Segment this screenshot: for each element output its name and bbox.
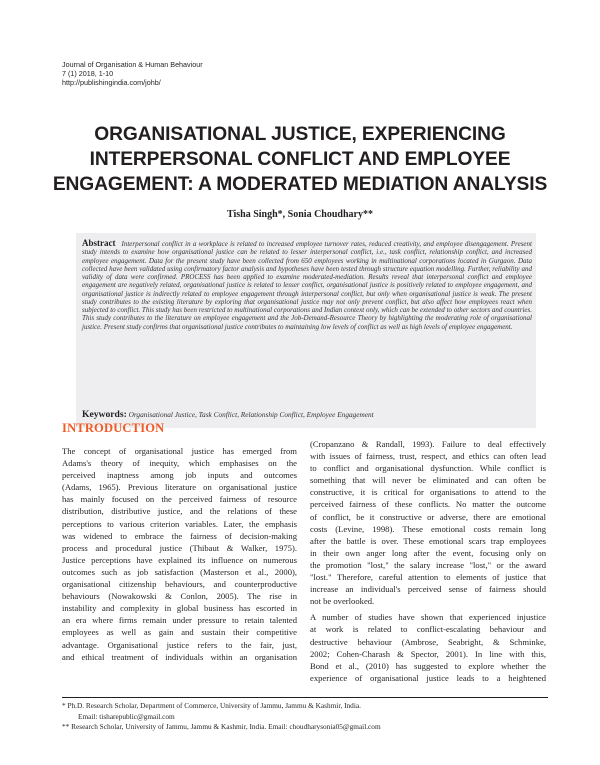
text-line: and ethical treatment of individuals within an organisation: [62, 651, 297, 662]
text-line: process and procedural justice (Thibaut & Walker, 1975).: [62, 542, 297, 553]
text-line: perceived fairness of these conflicts. No matter the outcome: [310, 499, 546, 510]
journal-name: Journal of Organisation & Human Behaviour: [62, 60, 203, 69]
journal-issue: 7 (1) 2018, 1-10: [62, 69, 114, 79]
text-line: to conflict and organisational dysfunction. While conflict is: [310, 463, 546, 474]
text-line: costs (Levine, 1998). These emotional costs remain long: [310, 523, 546, 534]
footnotes: [62, 701, 381, 733]
text-line: 2002; Cohen-Charash & Spector, 2001). In line with this,: [310, 648, 546, 659]
text-line: Bond et al., (2010) has suggested to explore whether the: [310, 660, 546, 671]
text-line: at work is related to conflict-escalating behaviour and: [310, 624, 546, 635]
journal-header: [62, 60, 203, 88]
text-line: was widened to embrace the fairness of decision-making: [62, 530, 297, 541]
text-line: "lost." Therefore, careful attention to elements of justice that: [310, 572, 546, 583]
text-line: Adams's theory of inequity, which emphasises on the: [62, 458, 297, 469]
text-line: employees as well as gain and sustain their competitive: [62, 627, 297, 638]
text-line: constructive, it is critical for organisations to attend to the: [310, 487, 546, 498]
text-line: experience of organisational justice leads to a heightened: [310, 672, 546, 683]
abstract-body: Interpersonal conflict in a workplace is related to increased employee turnover rates, reduced creativity, and employee disengagement. Present study intends to examine how organisational justice can be related to lesser interpersonal conflict, i.e., task conflict, relationship conflict, and increased employee engagement. Data for the present study have been collected from 650 employees working in multinational corporations located in Gurgaon. Data collected have been validated using confirmatory factor analysis and hypotheses have been tested through structure equation modelling. Further, reliability and validity of data were confirmed. PROCESS has been applied to examine moderated-mediation. Results reveal that interpersonal conflict and employee engagement are negatively related, organisational justice is related to lesser conflict, organisational justice is positively related to employee engagement, and organisational justice is indirectly related to employee engagement through interpersonal conflict, but only when organisational justice is weak. The present study contributes to the existing literature by exploring that organisational justice may not only prevent conflict, but also affect how employees react when subjected to conflict. This study has been restricted to multinational corporations and Indian context only, which can be extended to other sectors and countries. This study contributes to the literature on employee engagement and the Job-Demand-Resource Theory by highlighting the moderating role of organisational justice. Present study confirms that organisational justice contributes to maintaining low levels of conflict as well as high levels of employee engagement.: [82, 240, 532, 331]
text-line: with issues of fairness, trust, respect, and ethics can often lead: [310, 451, 546, 462]
text-line: advantage. Organisational justice refers to the fair, just,: [62, 639, 297, 650]
text-line: (Cropanzano & Randall, 1993). Failure to deal effectively: [310, 439, 546, 449]
text-line: not be overlooked.: [310, 596, 375, 607]
text-line: has mainly focused on the perceived fairness of resource: [62, 494, 297, 505]
text-line: instability and complexity in global business has escorted in: [62, 603, 297, 614]
text-line: The concept of organisational justice has emerged from: [62, 446, 297, 456]
text-line: an era where firms remain under pressure to retain talented: [62, 615, 297, 626]
title-line: ORGANISATIONAL JUSTICE, EXPERIENCING: [94, 124, 506, 145]
text-line: Justice perceptions have explained its influence on numerous: [62, 554, 297, 565]
journal-url[interactable]: http://publishingindia.com/johb/: [62, 78, 161, 88]
footnote-1: * Ph.D. Research Scholar, Department of Commerce, University of Jammu, Jammu & Kashmir, India.: [62, 701, 361, 710]
left-column: [62, 445, 297, 663]
abstract-label: Abstract: [82, 238, 116, 248]
text-line: something that will never be eliminated and can often be: [310, 475, 546, 486]
text-line: the promotion "lost," the salary increase "lost," or the award: [310, 559, 546, 570]
text-line: of conflict, be it constructive or adverse, there are emotional: [310, 511, 546, 522]
keywords: [82, 409, 532, 420]
footnote-1-email[interactable]: Email: tisharepublic@gmail.com: [78, 711, 175, 721]
text-line: perceptions to various criterion variables. Later, the emphasis: [62, 518, 297, 529]
text-line: increase an individual's perceived sense of fairness should: [310, 584, 546, 595]
text-line: organisational citizenship behaviours, and counterproductive: [62, 579, 297, 590]
text-line: after the battle is over. These emotional scars trap employees: [310, 535, 546, 546]
text-line: (Adams, 1965). Previous literature on organisational justice: [62, 482, 297, 493]
text-line: in their own anger long after the event, focusing only on: [310, 547, 546, 558]
authors: Tisha Singh*, Sonia Choudhary**: [227, 209, 373, 220]
text-line: perceived inaptness among job inputs and outcomes: [62, 470, 297, 481]
abstract: [82, 239, 532, 331]
keywords-list: Organisational Justice, Task Conflict, Relationship Conflict, Employee Engagement: [128, 410, 374, 419]
text-line: A number of studies have shown that experienced injustice: [310, 612, 546, 623]
footnote-2: ** Research Scholar, University of Jammu, Jammu & Kashmir, India. Email: choudharysonia05@gmail.com: [62, 722, 381, 731]
footnote-divider: [62, 697, 548, 698]
text-line: behaviours (Nowakowski & Conlon, 2005). The rise in: [62, 591, 297, 602]
text-line: destructive behaviour (Ambrose, Seabright, & Schminke,: [310, 636, 546, 647]
right-column: [310, 438, 546, 684]
title-line: INTERPERSONAL CONFLICT AND EMPLOYEE: [89, 149, 511, 170]
paper-title: [40, 122, 560, 197]
keywords-label: Keywords:: [82, 409, 127, 420]
section-heading-introduction: INTRODUCTION: [62, 421, 165, 435]
text-line: distribution, distributive justice, and the relations of these: [62, 506, 297, 517]
title-line: ENGAGEMENT: A MODERATED MEDIATION ANALYSIS: [52, 174, 548, 195]
text-line: outcomes such as job satisfaction (Masterson et al., 2000),: [62, 566, 297, 577]
